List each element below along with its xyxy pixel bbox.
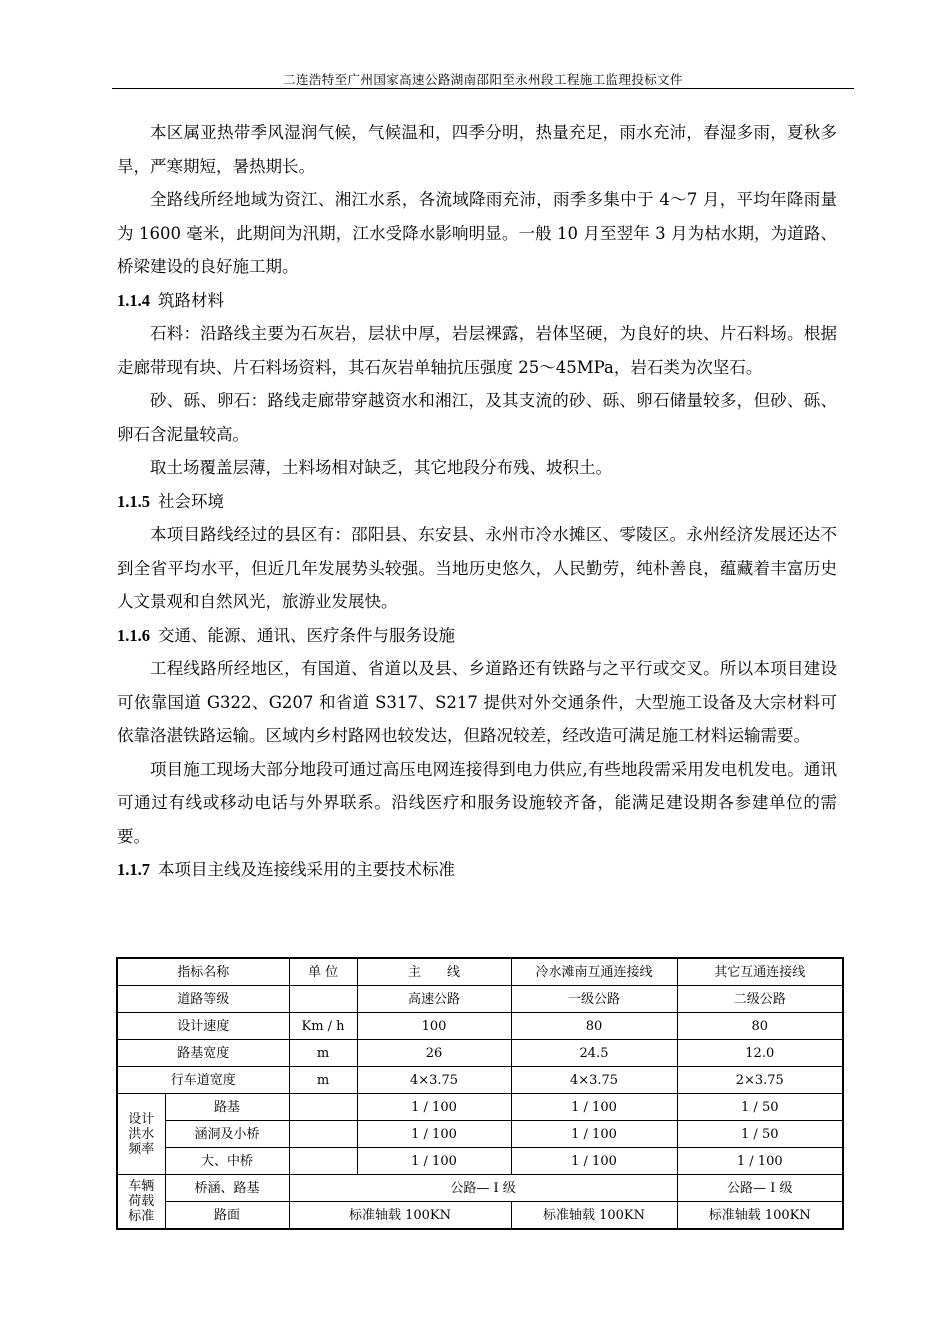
- section-number: 1.1.5: [117, 491, 150, 511]
- header-cell: 其它互通连接线: [677, 958, 843, 986]
- row-label: 大、中桥: [165, 1148, 289, 1175]
- paragraph-transport: 工程线路所经地区，有国道、省道以及县、乡道路还有铁路与之平行或交叉。所以本项目建设可依靠国道 G322、G207 和省道 S317、S217 提供对外交通条件，大型施工设备及大宗材料可依靠洛湛铁路运输。区域内乡村路网也较发达，但路况较差，经改造可满足施工材料运输需要。: [117, 659, 837, 745]
- section-title: 本项目主线及连接线采用的主要技术标准: [158, 860, 455, 879]
- table-cell: 2×3.75: [677, 1067, 843, 1094]
- header-cell: 单 位: [289, 958, 357, 986]
- table-cell: 1 / 100: [511, 1148, 677, 1175]
- row-label: 设计速度: [117, 1013, 289, 1040]
- table-cell: 公路— I 级: [677, 1175, 843, 1202]
- table-cell: 4×3.75: [357, 1067, 511, 1094]
- table-cell: 80: [511, 1013, 677, 1040]
- paragraph-hydrology: 全路线所经地域为资江、湘江水系，各流域降雨充沛，雨季多集中于 4～7 月，平均年降雨量为 1600 毫米，此期间为汛期，江水受降水影响明显。一般 10 月至翌年 3 月为枯水期，为道路、桥梁建设的良好施工期。: [117, 190, 837, 276]
- table-cell: 1 / 50: [677, 1121, 843, 1148]
- row-label: 涵洞及小桥: [165, 1121, 289, 1148]
- table-row: [117, 1148, 843, 1175]
- table-row: [117, 1094, 843, 1121]
- table-cell: 26: [357, 1040, 511, 1067]
- section-heading-1-1-7: [117, 853, 837, 887]
- row-label: 路基宽度: [117, 1040, 289, 1067]
- header-rule: [112, 88, 854, 89]
- table-cell: 标准轴载 100KN: [511, 1202, 677, 1230]
- table-cell: 1 / 100: [357, 1148, 511, 1175]
- table-row: [117, 1067, 843, 1094]
- table-cell: m: [289, 1067, 357, 1094]
- header-cell: 指标名称: [117, 958, 289, 986]
- row-label: 道路等级: [117, 986, 289, 1013]
- section-number: 1.1.7: [117, 860, 150, 879]
- header-cell: 冷水滩南互通连接线: [511, 958, 677, 986]
- table-cell: 1 / 100: [511, 1121, 677, 1148]
- section-title: 筑路材料: [158, 290, 224, 310]
- paragraph-social: 本项目路线经过的县区有：邵阳县、东安县、永州市冷水摊区、零陵区。永州经济发展还达不到全省平均水平，但近几年发展势头较强。当地历史悠久，人民勤劳，纯朴善良，蕴藏着丰富历史人文景观和自然风光，旅游业发展快。: [117, 525, 837, 611]
- paragraph-stone: 石料：沿路线主要为石灰岩，层状中厚，岩层裸露，岩体坚硬，为良好的块、片石料场。根据走廊带现有块、片石料场资料，其石灰岩单轴抗压强度 25～45MPa，岩石类为次坚石。: [117, 324, 837, 377]
- table-cell: [289, 1148, 357, 1175]
- table-cell: 4×3.75: [511, 1067, 677, 1094]
- section-heading-1-1-4: [117, 284, 837, 318]
- table-cell: 标准轴载 100KN: [677, 1202, 843, 1230]
- table-cell: Km / h: [289, 1013, 357, 1040]
- table-cell: 12.0: [677, 1040, 843, 1067]
- table-cell: 1 / 100: [357, 1094, 511, 1121]
- page-header: 二连浩特至广州国家高速公路湖南邵阳至永州段工程施工监理投标文件: [283, 72, 683, 87]
- group-label-text: 车辆荷载标准: [128, 1179, 155, 1224]
- table-cell: 二级公路: [677, 986, 843, 1013]
- paragraph-borrow: 取土场覆盖层薄，土料场相对缺乏，其它地段分布残、坡积土。: [150, 458, 612, 477]
- table-cell: 24.5: [511, 1040, 677, 1067]
- table-cell: 100: [357, 1013, 511, 1040]
- group-label-text: 设计洪水频率: [128, 1111, 155, 1157]
- table-cell: [289, 1094, 357, 1121]
- paragraph-gravel: 砂、砾、卵石：路线走廊带穿越资水和湘江，及其支流的砂、砾、卵石储量较多，但砂、砾、卵石含泥量较高。: [117, 391, 837, 444]
- table-cell: 1 / 100: [677, 1148, 843, 1175]
- table-cell: 1 / 100: [511, 1094, 677, 1121]
- row-label: 路基: [165, 1094, 289, 1121]
- merged-cell: 公路— I 级: [289, 1175, 677, 1202]
- table-row: [117, 1040, 843, 1067]
- table-cell: [289, 986, 357, 1013]
- table-cell: m: [289, 1040, 357, 1067]
- table-header-row: [117, 958, 843, 986]
- group-label-flood: [117, 1094, 165, 1175]
- table-cell: 高速公路: [357, 986, 511, 1013]
- table-row: [117, 1202, 843, 1230]
- section-number: 1.1.6: [117, 625, 150, 645]
- table-cell: 1 / 100: [357, 1121, 511, 1148]
- paragraph-climate: 本区属亚热带季风湿润气候，气候温和，四季分明，热量充足，雨水充沛，春湿多雨，夏秋多旱，严寒期短，暑热期长。: [117, 123, 837, 176]
- table-cell: [289, 1121, 357, 1148]
- table-cell: 80: [677, 1013, 843, 1040]
- document-body: [117, 116, 837, 887]
- technical-standards-table: [116, 957, 844, 1230]
- section-number: 1.1.4: [117, 290, 150, 310]
- table-row: [117, 1013, 843, 1040]
- paragraph-power: 项目施工现场大部分地段可通过高压电网连接得到电力供应,有些地段需采用发电机发电。通讯可通过有线或移动电话与外界联系。沿线医疗和服务设施较齐备，能满足建设期各参建单位的需要。: [117, 759, 837, 846]
- table-row: [117, 986, 843, 1013]
- group-label-load: [117, 1175, 165, 1230]
- table-cell: 标准轴载 100KN: [289, 1202, 511, 1230]
- section-title: 社会环境: [158, 491, 224, 511]
- section-title: 交通、能源、通讯、医疗条件与服务设施: [158, 625, 455, 645]
- table-row: [117, 1175, 843, 1202]
- header-cell: 主 线: [357, 958, 511, 986]
- section-heading-1-1-5: [117, 485, 837, 519]
- table-cell: 1 / 50: [677, 1094, 843, 1121]
- row-label: 路面: [165, 1202, 289, 1230]
- row-label: 桥涵、路基: [165, 1175, 289, 1202]
- table-cell: 一级公路: [511, 986, 677, 1013]
- table-row: [117, 1121, 843, 1148]
- row-label: 行车道宽度: [117, 1067, 289, 1094]
- section-heading-1-1-6: [117, 619, 837, 653]
